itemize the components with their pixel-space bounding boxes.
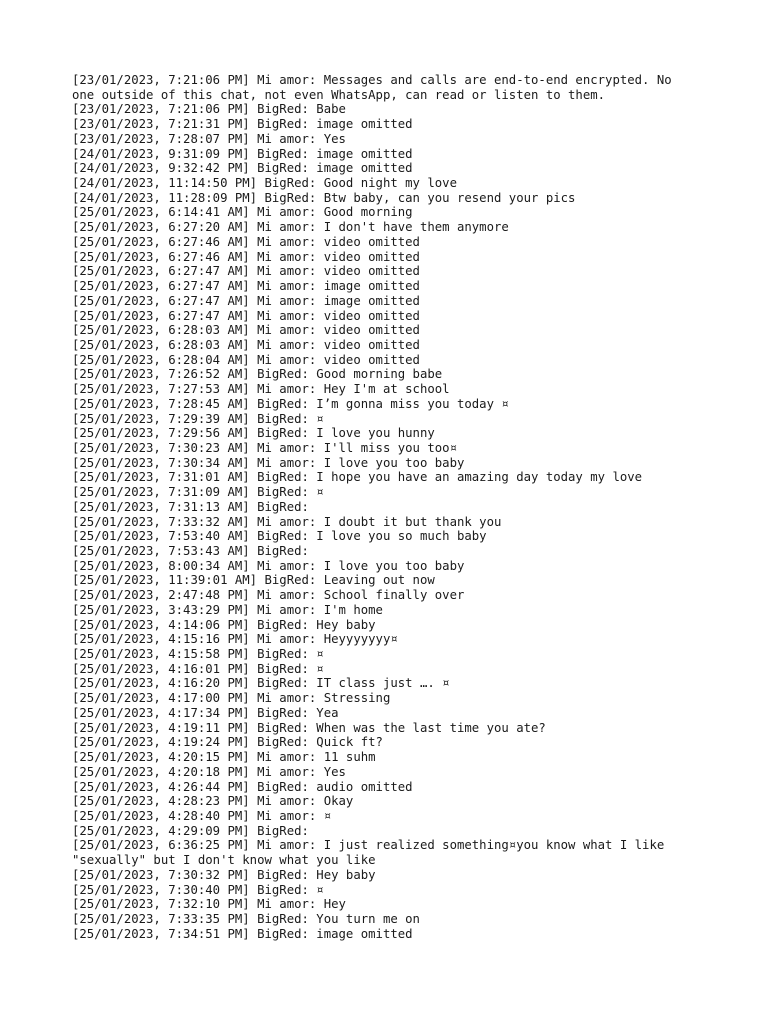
transcript-line: [25/01/2023, 4:20:18 PM] Mi amor: Yes [72,764,346,779]
transcript-line: [25/01/2023, 4:19:11 PM] BigRed: When was the last time you ate? [72,720,546,735]
transcript-line: [25/01/2023, 6:27:46 AM] Mi amor: video omitted [72,249,420,264]
transcript-line: [25/01/2023, 7:28:45 AM] BigRed: I’m gonna miss you today ¤ [72,396,509,411]
transcript-line: [25/01/2023, 6:27:47 AM] Mi amor: image omitted [72,293,420,308]
transcript-line: [25/01/2023, 7:30:32 PM] BigRed: Hey baby [72,867,376,882]
transcript-line: [23/01/2023, 7:21:06 PM] Mi amor: Messages and calls are end-to-end encrypted. No [72,73,672,87]
transcript-line: [25/01/2023, 6:27:20 AM] Mi amor: I don't have them anymore [72,220,509,235]
transcript-line: [25/01/2023, 4:29:09 PM] BigRed: [72,823,309,838]
transcript-line: "sexually" but I don't know what you like [72,853,376,868]
transcript-line: [25/01/2023, 6:28:03 AM] Mi amor: video omitted [72,323,420,338]
transcript-line: [25/01/2023, 7:31:01 AM] BigRed: I hope you have an amazing day today my love [72,470,643,485]
transcript-line: [25/01/2023, 4:17:00 PM] Mi amor: Stressing [72,691,391,706]
transcript-line: [25/01/2023, 7:31:13 AM] BigRed: [72,499,309,514]
transcript-line: [25/01/2023, 7:32:10 PM] Mi amor: Hey [72,897,346,912]
transcript-line: [25/01/2023, 11:39:01 AM] BigRed: Leaving out now [72,573,435,588]
transcript-line: [25/01/2023, 6:27:46 AM] Mi amor: video omitted [72,234,420,249]
transcript-line: [25/01/2023, 4:28:40 PM] Mi amor: ¤ [72,808,332,823]
transcript-line: [25/01/2023, 3:43:29 PM] Mi amor: I'm home [72,602,383,617]
transcript-line: [25/01/2023, 4:17:34 PM] BigRed: Yea [72,705,339,720]
transcript-line: [25/01/2023, 7:30:23 AM] Mi amor: I'll miss you too¤ [72,440,457,455]
transcript-line: [25/01/2023, 6:28:03 AM] Mi amor: video omitted [72,337,420,352]
transcript-line: [25/01/2023, 6:27:47 AM] Mi amor: video omitted [72,308,420,323]
transcript-line: [25/01/2023, 4:26:44 PM] BigRed: audio omitted [72,779,413,794]
chat-transcript [72,73,692,941]
transcript-line: [25/01/2023, 7:29:39 AM] BigRed: ¤ [72,411,324,426]
transcript-line: [24/01/2023, 11:14:50 PM] BigRed: Good night my love [72,176,457,191]
transcript-line: one outside of this chat, not even WhatsApp, can read or listen to them. [72,87,606,102]
transcript-line: [25/01/2023, 7:33:35 PM] BigRed: You turn me on [72,911,420,926]
transcript-line: [25/01/2023, 4:15:58 PM] BigRed: ¤ [72,647,324,662]
transcript-line: [25/01/2023, 4:16:20 PM] BigRed: IT class just …. ¤ [72,676,450,691]
transcript-line: [24/01/2023, 11:28:09 PM] BigRed: Btw baby, can you resend your pics [72,190,576,205]
transcript-line: [25/01/2023, 2:47:48 PM] Mi amor: School finally over [72,588,465,603]
transcript-line: [25/01/2023, 4:19:24 PM] BigRed: Quick ft? [72,735,383,750]
transcript-line: [25/01/2023, 6:27:47 AM] Mi amor: video omitted [72,264,420,279]
transcript-line: [25/01/2023, 7:53:40 AM] BigRed: I love you so much baby [72,529,487,544]
transcript-line: [23/01/2023, 7:21:31 PM] BigRed: image omitted [72,117,413,132]
transcript-line: [25/01/2023, 6:36:25 PM] Mi amor: I just realized something¤you know what I like [72,838,665,853]
transcript-line: [25/01/2023, 7:53:43 AM] BigRed: [72,544,309,558]
transcript-line: [25/01/2023, 7:30:34 AM] Mi amor: I love you too baby [72,455,465,470]
transcript-line: [25/01/2023, 6:28:04 AM] Mi amor: video omitted [72,352,420,367]
transcript-line: [25/01/2023, 4:20:15 PM] Mi amor: 11 suhm [72,750,376,765]
transcript-line: [24/01/2023, 9:32:42 PM] BigRed: image omitted [72,161,413,176]
transcript-line: [25/01/2023, 4:28:23 PM] Mi amor: Okay [72,794,354,809]
transcript-line: [25/01/2023, 6:14:41 AM] Mi amor: Good morning [72,205,413,220]
transcript-line: [25/01/2023, 4:14:06 PM] BigRed: Hey baby [72,617,376,632]
transcript-line: [23/01/2023, 7:28:07 PM] Mi amor: Yes [72,131,346,146]
transcript-line: [25/01/2023, 8:00:34 AM] Mi amor: I love you too baby [72,558,465,573]
transcript-line: [25/01/2023, 4:16:01 PM] BigRed: ¤ [72,661,324,676]
transcript-line: [25/01/2023, 7:29:56 AM] BigRed: I love you hunny [72,426,435,441]
transcript-line: [25/01/2023, 7:33:32 AM] Mi amor: I doubt it but thank you [72,514,502,529]
transcript-line: [23/01/2023, 7:21:06 PM] BigRed: Babe [72,102,346,117]
transcript-line: [25/01/2023, 7:27:53 AM] Mi amor: Hey I'm at school [72,382,450,397]
transcript-line: [25/01/2023, 6:27:47 AM] Mi amor: image omitted [72,279,420,294]
transcript-line: [24/01/2023, 9:31:09 PM] BigRed: image omitted [72,146,413,161]
transcript-line: [25/01/2023, 4:15:16 PM] Mi amor: Heyyyyyyy¤ [72,632,398,647]
transcript-line: [25/01/2023, 7:26:52 AM] BigRed: Good morning babe [72,367,443,382]
transcript-line: [25/01/2023, 7:34:51 PM] BigRed: image omitted [72,926,413,941]
transcript-line: [25/01/2023, 7:30:40 PM] BigRed: ¤ [72,882,324,897]
transcript-line: [25/01/2023, 7:31:09 AM] BigRed: ¤ [72,485,324,500]
